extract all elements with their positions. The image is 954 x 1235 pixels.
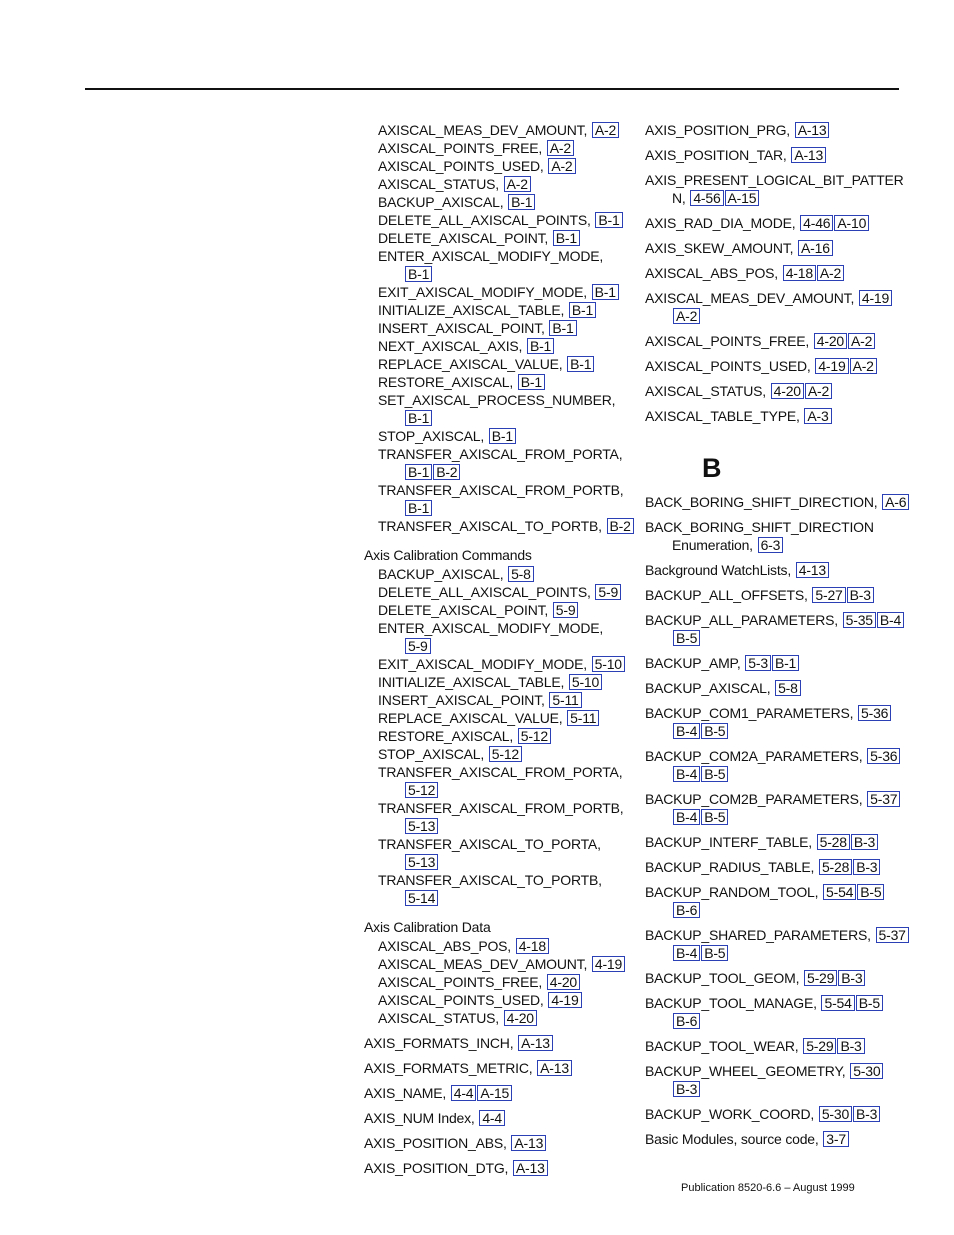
page-reference-link[interactable]: 3-7 <box>823 1131 849 1147</box>
index-entry <box>645 121 910 139</box>
index-entry <box>364 1134 634 1152</box>
entry-continuation <box>378 265 634 283</box>
page-reference-link[interactable]: 4-13 <box>796 562 829 578</box>
entry-term: INITIALIZE_AXISCAL_TABLE, <box>378 302 565 318</box>
entry-term: BACKUP_RANDOM_TOOL, <box>645 884 819 900</box>
page-reference-link[interactable]: 4-20 <box>547 974 580 990</box>
entry-term: BACKUP_TOOL_WEAR, <box>645 1038 799 1054</box>
entry-term: TRANSFER_AXISCAL_TO_PORTB, <box>378 872 602 888</box>
index-subentry <box>364 121 634 139</box>
entry-continuation <box>378 409 634 427</box>
entry-term: REPLACE_AXISCAL_VALUE, <box>378 356 563 372</box>
page-reference-link[interactable]: 4-18 <box>516 938 549 954</box>
page-reference-link[interactable]: 5-29 <box>804 970 837 986</box>
entry-term: BACKUP_TOOL_GEOM, <box>645 970 800 986</box>
index-entry <box>645 1037 910 1055</box>
page-reference-link[interactable]: A-2 <box>673 308 700 324</box>
page-reference-link[interactable]: B-4 <box>673 723 700 739</box>
page-reference-link[interactable]: 5-12 <box>518 728 551 744</box>
entry-term: EXIT_AXISCAL_MODIFY_MODE, <box>378 284 587 300</box>
index-entry <box>645 1130 910 1148</box>
entry-continuation <box>378 637 634 655</box>
page-reference-link[interactable]: B-3 <box>853 1106 880 1122</box>
page-reference-link[interactable]: B-1 <box>405 266 432 282</box>
page-reference-link[interactable]: B-2 <box>433 464 460 480</box>
page-reference-link[interactable]: B-1 <box>405 500 432 516</box>
index-group-heading: Axis Calibration Commands <box>364 547 532 563</box>
page-reference-link[interactable]: 4-19 <box>815 358 848 374</box>
entry-term: Background WatchLists, <box>645 562 792 578</box>
entry-continuation <box>645 1012 910 1030</box>
index-entry <box>645 1105 910 1123</box>
index-subentry <box>364 517 634 535</box>
page-reference-link[interactable]: B-3 <box>847 587 874 603</box>
entry-term: AXISCAL_MEAS_DEV_AMOUNT, <box>645 290 855 306</box>
entry-term: BACKUP_COM2B_PARAMETERS, <box>645 791 863 807</box>
index-entry <box>645 561 910 579</box>
page-reference-link[interactable]: B-1 <box>508 194 535 210</box>
page-reference-link[interactable]: 5-36 <box>867 748 900 764</box>
page-reference-link[interactable]: A-2 <box>548 158 575 174</box>
entry-term: EXIT_AXISCAL_MODIFY_MODE, <box>378 656 587 672</box>
index-entry <box>645 790 910 826</box>
page-reference-link[interactable]: A-13 <box>511 1135 546 1151</box>
page-reference-link[interactable]: 5-11 <box>567 710 599 726</box>
index-subentry <box>364 247 634 283</box>
page-reference-link[interactable]: B-1 <box>549 320 576 336</box>
page-reference-link[interactable]: B-4 <box>673 766 700 782</box>
index-subentry <box>364 445 634 481</box>
index-subentry <box>364 583 634 601</box>
page-reference-link[interactable]: B-6 <box>673 1013 700 1029</box>
entry-continuation <box>645 901 910 919</box>
page-reference-link[interactable]: 4-20 <box>814 333 847 349</box>
page-reference-link[interactable]: 5-29 <box>803 1038 836 1054</box>
entry-term: INITIALIZE_AXISCAL_TABLE, <box>378 674 565 690</box>
entry-term: BACK_BORING_SHIFT_DIRECTION, <box>645 494 878 510</box>
page-reference-link[interactable]: B-1 <box>553 230 580 246</box>
entry-term: AXISCAL_MEAS_DEV_AMOUNT, <box>378 956 588 972</box>
entry-term: RESTORE_AXISCAL, <box>378 728 514 744</box>
entry-term: AXIS_FORMATS_INCH, <box>364 1035 514 1051</box>
entry-term: AXIS_RAD_DIA_MODE, <box>645 215 796 231</box>
index-subentry <box>364 691 634 709</box>
group-spacer <box>364 535 634 542</box>
page-reference-link[interactable]: A-2 <box>850 358 877 374</box>
page-reference-link[interactable]: 5-35 <box>843 612 876 628</box>
entry-term: BACKUP_AXISCAL, <box>378 566 504 582</box>
page-reference-link[interactable]: B-4 <box>877 612 904 628</box>
entry-term: BACKUP_AXISCAL, <box>645 680 771 696</box>
entry-continuation <box>645 1080 910 1098</box>
entry-term: AXISCAL_STATUS, <box>645 383 766 399</box>
page-reference-link[interactable]: 5-14 <box>405 890 438 906</box>
index-entry <box>645 214 910 232</box>
page-reference-link[interactable]: A-13 <box>513 1160 548 1176</box>
entry-term: NEXT_AXISCAL_AXIS, <box>378 338 523 354</box>
entry-term: BACKUP_AXISCAL, <box>378 194 504 210</box>
page-reference-link[interactable]: 6-3 <box>758 537 784 553</box>
page-reference-link[interactable]: 5-9 <box>553 602 579 618</box>
page-reference-link[interactable]: 5-13 <box>405 854 438 870</box>
page-reference-link[interactable]: 4-18 <box>783 265 816 281</box>
page-reference-link[interactable]: 4-4 <box>479 1110 505 1126</box>
page-reference-link[interactable]: A-10 <box>834 215 869 231</box>
page-reference-link[interactable]: B-3 <box>838 970 865 986</box>
section-letter: B <box>702 453 722 483</box>
entry-term: STOP_AXISCAL, <box>378 428 485 444</box>
entry-term: AXISCAL_ABS_POS, <box>645 265 778 281</box>
index-subentry <box>364 955 634 973</box>
page-reference-link[interactable]: A-15 <box>477 1085 512 1101</box>
index-entry <box>645 493 910 511</box>
index-entry <box>364 1059 634 1077</box>
index-subentry <box>364 745 634 763</box>
entry-term: SET_AXISCAL_PROCESS_NUMBER, <box>378 392 616 408</box>
page-reference-link[interactable]: A-16 <box>798 240 833 256</box>
index-entry <box>645 994 910 1030</box>
index-subentry <box>364 337 634 355</box>
index-subentry <box>364 799 634 835</box>
page-reference-link[interactable]: A-2 <box>805 383 832 399</box>
group-spacer <box>364 1027 634 1034</box>
page-reference-link[interactable]: 5-8 <box>508 566 534 582</box>
index-entry <box>645 969 910 987</box>
index-subentry <box>364 319 634 337</box>
entry-term: INSERT_AXISCAL_POINT, <box>378 692 545 708</box>
entry-term: BACKUP_WORK_COORD, <box>645 1106 815 1122</box>
entry-term: AXIS_POSITION_PRG, <box>645 122 790 138</box>
entry-term: DELETE_AXISCAL_POINT, <box>378 602 549 618</box>
index-entry <box>645 654 910 672</box>
index-group-heading: Axis Calibration Data <box>364 919 491 935</box>
page-reference-link[interactable]: B-5 <box>701 723 728 739</box>
index-subentry <box>364 193 634 211</box>
index-subentry <box>364 763 634 799</box>
index-subentry <box>364 355 634 373</box>
page-reference-link[interactable]: 5-54 <box>823 884 856 900</box>
entry-term: DELETE_ALL_AXISCAL_POINTS, <box>378 584 591 600</box>
entry-continuation <box>645 307 910 325</box>
entry-term: AXIS_POSITION_DTG, <box>364 1160 509 1176</box>
page-reference-link[interactable]: A-2 <box>848 333 875 349</box>
entry-term: Basic Modules, source code, <box>645 1131 819 1147</box>
entry-term: BACKUP_COM2A_PARAMETERS, <box>645 748 863 764</box>
entry-term: AXISCAL_POINTS_USED, <box>378 992 544 1008</box>
page-reference-link[interactable]: 5-10 <box>592 656 625 672</box>
page-reference-link[interactable]: A-15 <box>725 190 760 206</box>
entry-continuation <box>645 944 910 962</box>
page-reference-link[interactable]: B-3 <box>837 1038 864 1054</box>
entry-term: ENTER_AXISCAL_MODIFY_MODE, <box>378 620 604 636</box>
index-entry <box>645 586 910 604</box>
index-subentry <box>364 937 634 955</box>
index-entry <box>645 332 910 350</box>
index-subentry <box>364 619 634 655</box>
page-reference-link[interactable]: 4-56 <box>690 190 723 206</box>
index-subentry <box>364 727 634 745</box>
entry-continuation <box>645 629 910 647</box>
entry-continuation <box>378 853 634 871</box>
index-column-left <box>364 121 634 1184</box>
entry-term: RESTORE_AXISCAL, <box>378 374 514 390</box>
page-reference-link[interactable]: A-2 <box>547 140 574 156</box>
entry-term: REPLACE_AXISCAL_VALUE, <box>378 710 563 726</box>
entry-term: STOP_AXISCAL, <box>378 746 485 762</box>
index-entry <box>645 289 910 325</box>
page-reference-link[interactable]: A-13 <box>791 147 826 163</box>
page-reference-link[interactable]: 5-36 <box>858 705 891 721</box>
entry-term: AXISCAL_POINTS_FREE, <box>378 140 543 156</box>
page-reference-link[interactable]: 5-12 <box>405 782 438 798</box>
page-reference-link[interactable]: B-2 <box>607 518 634 534</box>
index-subentry <box>364 673 634 691</box>
index-entry <box>645 883 910 919</box>
index-subentry <box>364 391 634 427</box>
index-entry <box>645 407 910 425</box>
entry-term: AXIS_NUM Index, <box>364 1110 475 1126</box>
index-entry <box>645 146 910 164</box>
page-reference-link[interactable]: A-3 <box>804 408 831 424</box>
page-reference-link[interactable]: 5-10 <box>569 674 602 690</box>
page-reference-link[interactable]: 5-27 <box>812 587 845 603</box>
page-reference-link[interactable]: 4-4 <box>451 1085 477 1101</box>
page-reference-link[interactable]: B-3 <box>673 1081 700 1097</box>
index-entry <box>645 926 910 962</box>
page-reference-link[interactable]: 5-12 <box>489 746 522 762</box>
index-subentry <box>364 373 634 391</box>
page-reference-link[interactable]: A-2 <box>817 265 844 281</box>
page-reference-link[interactable]: B-1 <box>567 356 594 372</box>
entry-term: BACKUP_INTERF_TABLE, <box>645 834 812 850</box>
page-reference-link[interactable]: B-1 <box>527 338 554 354</box>
index-entry <box>645 382 910 400</box>
index-subentry <box>364 481 634 517</box>
index-subentry <box>364 565 634 583</box>
entry-term: TRANSFER_AXISCAL_TO_PORTA, <box>378 836 601 852</box>
index-subentry <box>364 175 634 193</box>
page-reference-link[interactable]: A-13 <box>537 1060 572 1076</box>
index-entry <box>645 171 910 207</box>
entry-term: TRANSFER_AXISCAL_FROM_PORTB, <box>378 800 624 816</box>
index-subentry <box>364 301 634 319</box>
page-reference-link[interactable]: B-4 <box>673 809 700 825</box>
page-reference-link[interactable]: B-4 <box>673 945 700 961</box>
index-subentry <box>364 211 634 229</box>
index-subentry <box>364 655 634 673</box>
entry-term: BACK_BORING_SHIFT_DIRECTION <box>645 519 874 535</box>
page-reference-link[interactable]: B-1 <box>772 655 799 671</box>
entry-term: AXISCAL_POINTS_FREE, <box>645 333 810 349</box>
page-reference-link[interactable]: B-3 <box>853 859 880 875</box>
index-subentry <box>364 1009 634 1027</box>
entry-term: BACKUP_ALL_PARAMETERS, <box>645 612 838 628</box>
page-reference-link[interactable]: B-1 <box>405 464 432 480</box>
entry-continuation: Enumeration, 6-3 <box>645 536 910 554</box>
entry-term: AXISCAL_POINTS_USED, <box>645 358 811 374</box>
entry-continuation <box>378 499 634 517</box>
entry-term: INSERT_AXISCAL_POINT, <box>378 320 545 336</box>
page-reference-link[interactable]: B-6 <box>673 902 700 918</box>
entry-continuation <box>645 722 910 740</box>
page-reference-link[interactable]: 5-28 <box>817 834 850 850</box>
index-entry <box>645 679 910 697</box>
index-entry <box>645 357 910 375</box>
entry-term: BACKUP_WHEEL_GEOMETRY, <box>645 1063 846 1079</box>
entry-continuation <box>645 765 910 783</box>
page-reference-link[interactable]: A-6 <box>882 494 909 510</box>
page-reference-link[interactable]: B-1 <box>518 374 545 390</box>
entry-term: BACKUP_AMP, <box>645 655 741 671</box>
index-subentry <box>364 601 634 619</box>
page-reference-link[interactable]: 4-19 <box>548 992 581 1008</box>
page-reference-link[interactable]: 5-54 <box>821 995 854 1011</box>
page-reference-link[interactable]: B-1 <box>489 428 516 444</box>
page-reference-link[interactable]: 4-20 <box>504 1010 537 1026</box>
index-entry <box>645 704 910 740</box>
publication-footer: Publication 8520-6.6 – August 1999 <box>681 1182 855 1194</box>
entry-term: AXIS_PRESENT_LOGICAL_BIT_PATTER <box>645 172 904 188</box>
index-subentry <box>364 283 634 301</box>
index-subentry <box>364 427 634 445</box>
index-entry <box>645 747 910 783</box>
entry-term: ENTER_AXISCAL_MODIFY_MODE, <box>378 248 604 264</box>
page-reference-link[interactable]: B-5 <box>701 809 728 825</box>
entry-term: AXISCAL_TABLE_TYPE, <box>645 408 800 424</box>
page-reference-link[interactable]: 5-37 <box>867 791 900 807</box>
page-reference-link[interactable]: B-5 <box>857 884 884 900</box>
page-reference-link[interactable]: 5-3 <box>745 655 771 671</box>
entry-term: AXISCAL_MEAS_DEV_AMOUNT, <box>378 122 588 138</box>
page-reference-link[interactable]: B-1 <box>405 410 432 426</box>
entry-continuation <box>378 781 634 799</box>
entry-term: DELETE_AXISCAL_POINT, <box>378 230 549 246</box>
page-reference-link[interactable]: B-5 <box>673 630 700 646</box>
index-entry <box>364 1109 634 1127</box>
entry-term: AXISCAL_POINTS_USED, <box>378 158 544 174</box>
page-reference-link[interactable]: 5-13 <box>405 818 438 834</box>
index-subentry <box>364 157 634 175</box>
page-reference-link[interactable]: B-1 <box>569 302 596 318</box>
entry-term: AXIS_POSITION_ABS, <box>364 1135 507 1151</box>
index-subentry <box>364 871 634 907</box>
page-reference-link[interactable]: 5-37 <box>876 927 909 943</box>
page-reference-link[interactable]: B-5 <box>701 945 728 961</box>
entry-continuation <box>645 808 910 826</box>
page-reference-link[interactable]: 4-19 <box>859 290 892 306</box>
index-entry <box>364 1084 634 1102</box>
index-subentry <box>364 991 634 1009</box>
page-reference-link[interactable]: 5-9 <box>595 584 621 600</box>
entry-continuation <box>378 463 634 481</box>
page-reference-link[interactable]: B-5 <box>856 995 883 1011</box>
entry-term: AXISCAL_STATUS, <box>378 176 499 192</box>
entry-term: TRANSFER_AXISCAL_FROM_PORTB, <box>378 482 624 498</box>
page-reference-link[interactable]: A-2 <box>504 176 531 192</box>
page-reference-link[interactable]: B-1 <box>592 284 619 300</box>
entry-term: TRANSFER_AXISCAL_TO_PORTB, <box>378 518 602 534</box>
page-reference-link[interactable]: 5-8 <box>775 680 801 696</box>
entry-term: AXIS_POSITION_TAR, <box>645 147 787 163</box>
page-reference-link[interactable]: 4-46 <box>800 215 833 231</box>
index-subentry <box>364 973 634 991</box>
page-reference-link[interactable]: B-5 <box>701 766 728 782</box>
page-reference-link[interactable]: 4-20 <box>771 383 804 399</box>
index-subentry <box>364 709 634 727</box>
page-reference-link[interactable]: B-3 <box>851 834 878 850</box>
index-entry <box>645 518 910 554</box>
page-reference-link[interactable]: B-1 <box>595 212 622 228</box>
entry-term: BACKUP_COM1_PARAMETERS, <box>645 705 854 721</box>
page-reference-link[interactable]: A-13 <box>518 1035 553 1051</box>
index-entry <box>364 1159 634 1177</box>
entry-term: AXIS_NAME, <box>364 1085 447 1101</box>
entry-term: BACKUP_ALL_OFFSETS, <box>645 587 808 603</box>
page-reference-link[interactable]: 4-19 <box>592 956 625 972</box>
page-reference-link[interactable]: 5-9 <box>405 638 431 654</box>
index-entry <box>645 1062 910 1098</box>
index-subentry <box>364 139 634 157</box>
index-entry <box>645 611 910 647</box>
entry-continuation: N, 4-56 A-15 <box>645 189 910 207</box>
index-subentry <box>364 835 634 871</box>
index-column-right <box>645 121 910 1155</box>
page-reference-link[interactable]: 5-11 <box>549 692 581 708</box>
entry-term: AXIS_FORMATS_METRIC, <box>364 1060 533 1076</box>
page-reference-link[interactable]: 5-30 <box>819 1106 852 1122</box>
entry-term: AXISCAL_STATUS, <box>378 1010 499 1026</box>
index-entry <box>364 1034 634 1052</box>
entry-continuation <box>378 817 634 835</box>
index-entry <box>645 239 910 257</box>
index-entry <box>645 833 910 851</box>
index-entry <box>645 264 910 282</box>
header-rule <box>85 88 899 90</box>
entry-term: BACKUP_SHARED_PARAMETERS, <box>645 927 871 943</box>
entry-term: TRANSFER_AXISCAL_FROM_PORTA, <box>378 446 623 462</box>
page-reference-link[interactable]: 5-30 <box>850 1063 883 1079</box>
page-reference-link[interactable]: 5-28 <box>819 859 852 875</box>
entry-continuation <box>378 889 634 907</box>
entry-term: TRANSFER_AXISCAL_FROM_PORTA, <box>378 764 623 780</box>
entry-term: AXISCAL_ABS_POS, <box>378 938 511 954</box>
entry-term: AXIS_SKEW_AMOUNT, <box>645 240 794 256</box>
entry-term: AXISCAL_POINTS_FREE, <box>378 974 543 990</box>
page-reference-link[interactable]: A-2 <box>592 122 619 138</box>
entry-term: DELETE_ALL_AXISCAL_POINTS, <box>378 212 591 228</box>
page-reference-link[interactable]: A-13 <box>795 122 830 138</box>
group-spacer <box>364 907 634 914</box>
index-entry <box>645 858 910 876</box>
entry-term: BACKUP_RADIUS_TABLE, <box>645 859 815 875</box>
entry-term: BACKUP_TOOL_MANAGE, <box>645 995 817 1011</box>
index-subentry <box>364 229 634 247</box>
